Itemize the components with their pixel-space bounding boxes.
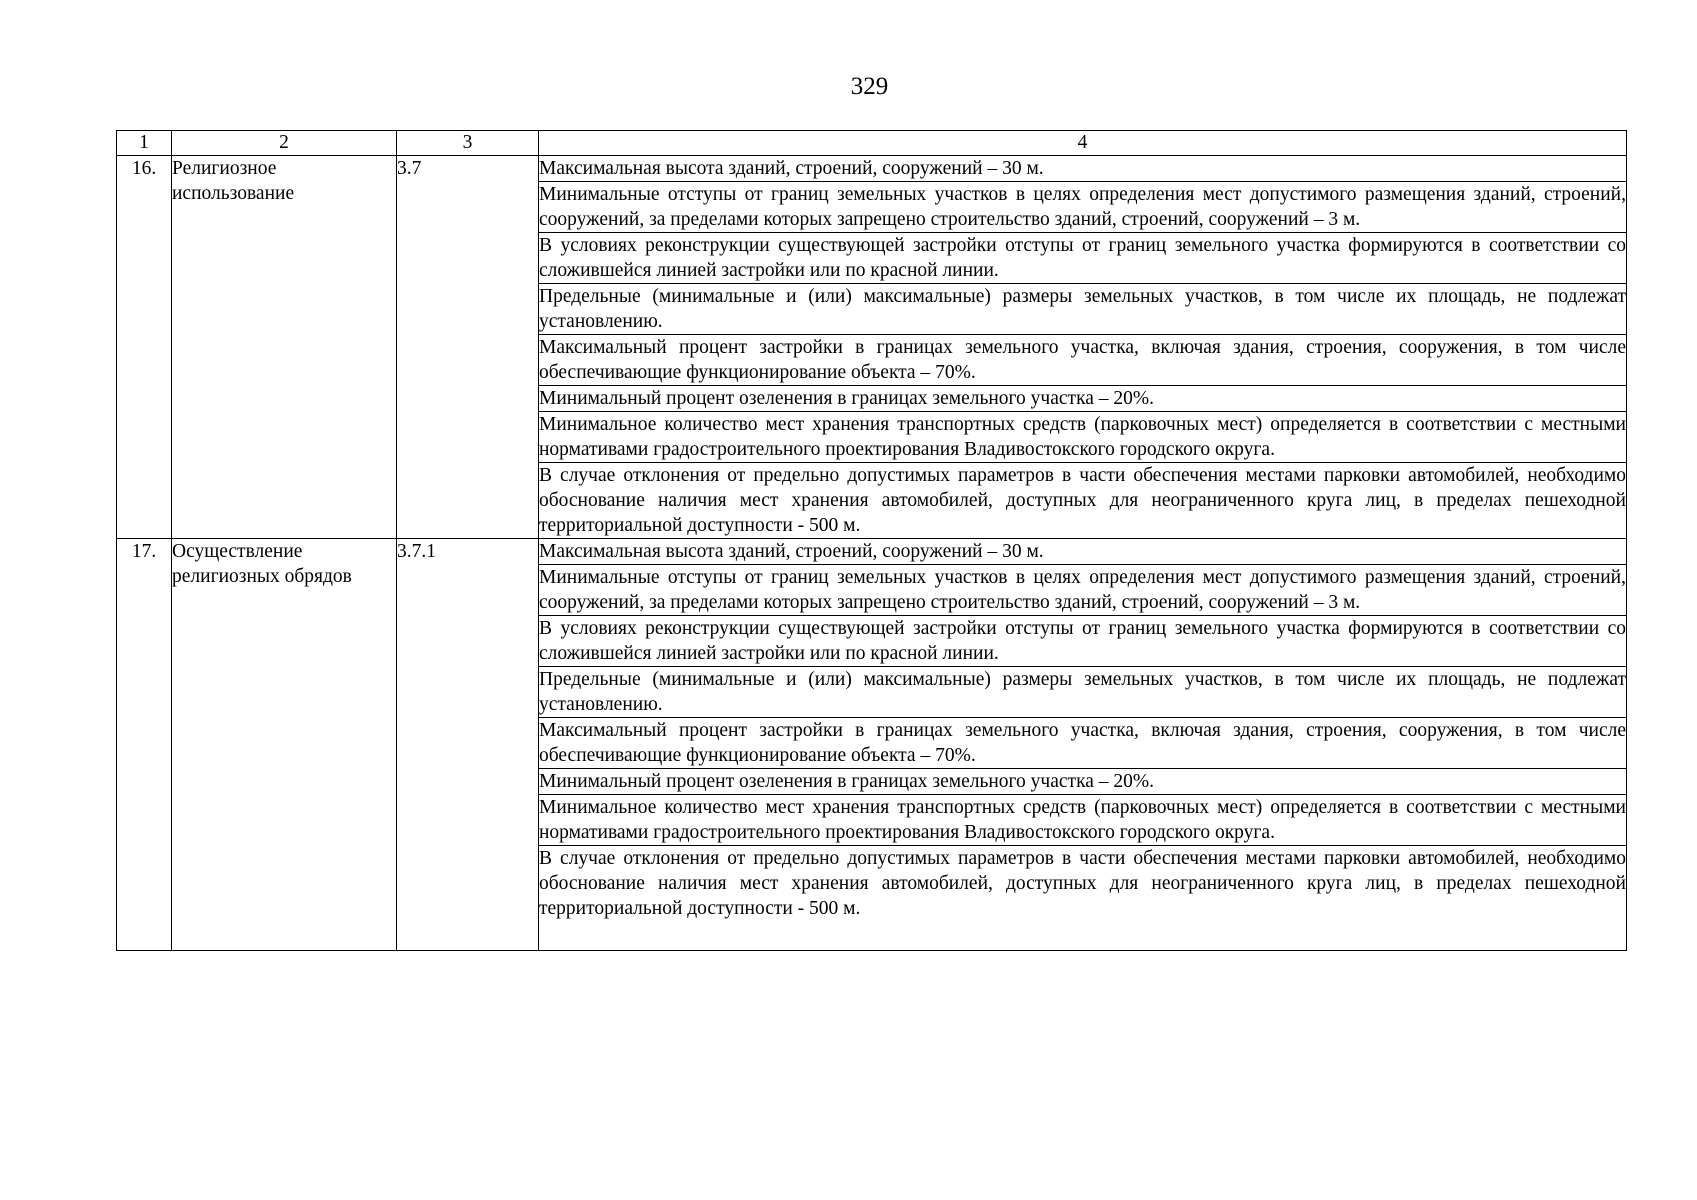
land-use-code: 3.7 — [397, 156, 539, 539]
regulations-table — [116, 130, 1627, 951]
column-number-4: 4 — [539, 131, 1627, 156]
parameter-cell: В условиях реконструкции существующей застройки отступы от границ земельного участка формируются в соответствии со сложившейся линией застройки или по красной линии. — [539, 616, 1627, 667]
parameter-cell: Минимальный процент озеленения в границах земельного участка – 20%. — [539, 769, 1627, 795]
table-row — [117, 156, 1627, 182]
row-number: 16. — [117, 156, 172, 539]
parameter-cell: Минимальное количество мест хранения транспортных средств (парковочных мест) определяется в соответствии с местными нормативами градостроительного проектирования Владивостокского городского округа. — [539, 795, 1627, 846]
parameter-cell: Максимальный процент застройки в границах земельного участка, включая здания, строения, сооружения, в том числе обеспечивающие функционирование объекта – 70%. — [539, 718, 1627, 769]
table-header-row — [117, 131, 1627, 156]
land-use-name: Осуществление религиозных обрядов — [172, 539, 397, 951]
column-number-2: 2 — [172, 131, 397, 156]
land-use-name: Религиозное использование — [172, 156, 397, 539]
parameter-cell: Минимальное количество мест хранения транспортных средств (парковочных мест) определяется в соответствии с местными нормативами градостроительного проектирования Владивостокского городского округа. — [539, 412, 1627, 463]
table-row — [117, 539, 1627, 565]
row-number: 17. — [117, 539, 172, 951]
parameter-cell: Предельные (минимальные и (или) максимальные) размеры земельных участков, в том числе их площадь, не подлежат установлению. — [539, 667, 1627, 718]
parameter-cell: Минимальный процент озеленения в границах земельного участка – 20%. — [539, 386, 1627, 412]
parameter-cell: Предельные (минимальные и (или) максимальные) размеры земельных участков, в том числе их площадь, не подлежат установлению. — [539, 284, 1627, 335]
column-number-3: 3 — [397, 131, 539, 156]
parameter-cell: Минимальные отступы от границ земельных участков в целях определения мест допустимого размещения зданий, строений, сооружений, за пределами которых запрещено строительство зданий, строений, сооружений – 3 м. — [539, 565, 1627, 616]
parameter-cell: В случае отклонения от предельно допустимых параметров в части обеспечения местами парковки автомобилей, необходимо обоснование наличия мест хранения автомобилей, доступных для неограниченного круга лиц, в пределах пешеходной территориальной доступности - 500 м. — [539, 463, 1627, 539]
parameter-cell: В случае отклонения от предельно допустимых параметров в части обеспечения местами парковки автомобилей, необходимо обоснование наличия мест хранения автомобилей, доступных для неограниченного круга лиц, в пределах пешеходной территориальной доступности - 500 м. — [539, 846, 1627, 951]
parameter-cell: Максимальная высота зданий, строений, сооружений – 30 м. — [539, 539, 1627, 565]
parameter-cell: Максимальная высота зданий, строений, сооружений – 30 м. — [539, 156, 1627, 182]
parameter-cell: В условиях реконструкции существующей застройки отступы от границ земельного участка формируются в соответствии со сложившейся линией застройки или по красной линии. — [539, 233, 1627, 284]
column-number-1: 1 — [117, 131, 172, 156]
parameter-cell: Максимальный процент застройки в границах земельного участка, включая здания, строения, сооружения, в том числе обеспечивающие функционирование объекта – 70%. — [539, 335, 1627, 386]
land-use-code: 3.7.1 — [397, 539, 539, 951]
page-number: 329 — [850, 73, 889, 100]
parameter-cell: Минимальные отступы от границ земельных участков в целях определения мест допустимого размещения зданий, строений, сооружений, за пределами которых запрещено строительство зданий, строений, сооружений – 3 м. — [539, 182, 1627, 233]
